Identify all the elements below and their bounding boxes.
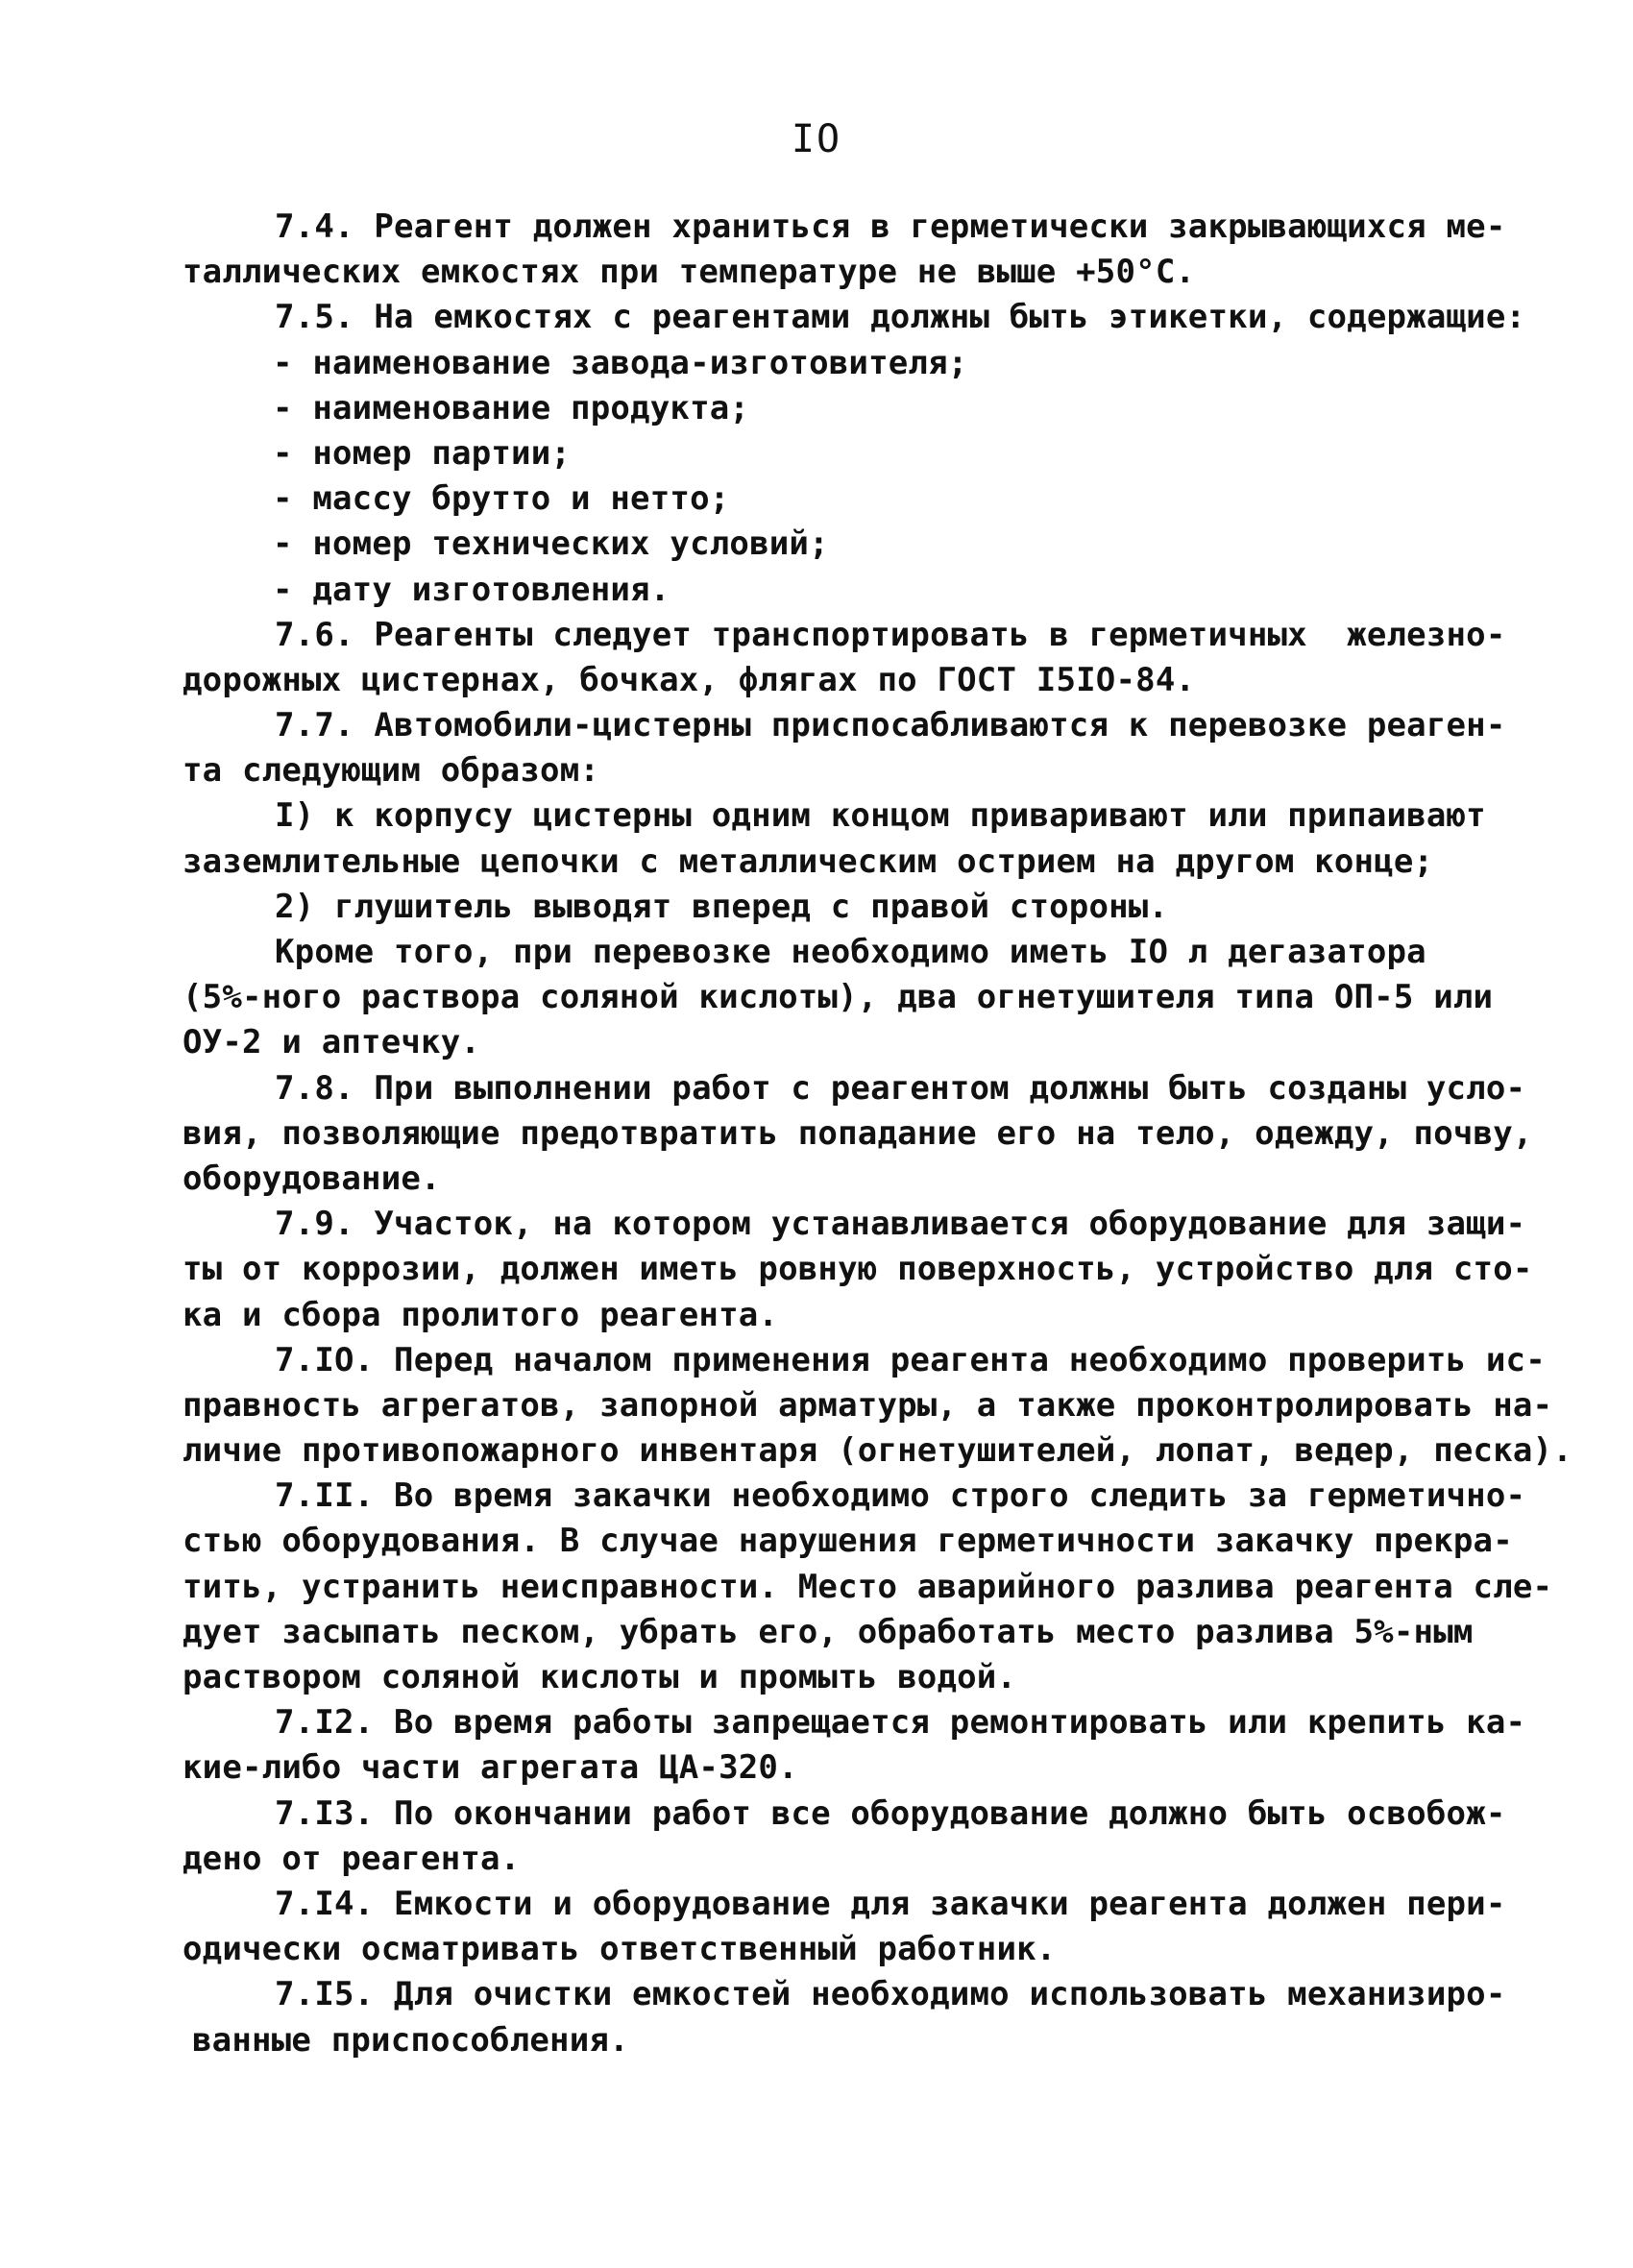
text-line: дено от реагента. bbox=[183, 1839, 521, 1878]
text-line: I) к корпусу цистерны одним концом приваривают или припаивают bbox=[275, 796, 1486, 836]
text-line: дует засыпать песком, убрать его, обработать место разлива 5%-ным bbox=[183, 1612, 1474, 1651]
text-line: 7.4. Реагент должен храниться в герметически закрывающихся ме- bbox=[275, 207, 1506, 246]
text-line: та следующим образом: bbox=[183, 751, 600, 791]
text-line: одически осматривать ответственный работник. bbox=[183, 1930, 1057, 1969]
text-line: ОУ-2 и аптечку. bbox=[183, 1023, 481, 1062]
text-line: ка и сбора пролитого реагента. bbox=[183, 1295, 779, 1334]
text-line: 7.I5. Для очистки емкостей необходимо использовать механизиро- bbox=[275, 1975, 1506, 2014]
text-line: 7.I3. По окончании работ все оборудование должно быть освобож- bbox=[275, 1793, 1506, 1833]
text-line: 7.6. Реагенты следует транспортировать в герметичных железно- bbox=[275, 615, 1506, 654]
text-line: ванные приспособления. bbox=[192, 2020, 629, 2060]
list-item: - наименование продукта; bbox=[273, 388, 750, 427]
text-line: стью оборудования. В случае нарушения герметичности закачку прекра- bbox=[183, 1522, 1513, 1561]
text-line bbox=[183, 250, 1508, 295]
text-line: дорожных цистернах, бочках, флягах по ГОСТ I5IO-84. bbox=[183, 660, 1196, 699]
text-line: 7.II. Во время закачки необходимо строго следить за герметично- bbox=[275, 1476, 1526, 1516]
list-item: - массу брутто и нетто; bbox=[273, 479, 730, 519]
list-item: - номер технических условий; bbox=[273, 524, 829, 564]
text-line: ты от коррозии, должен иметь ровную поверхность, устройство для сто- bbox=[183, 1250, 1533, 1289]
text-line: 7.IO. Перед началом применения реагента необходимо проверить ис- bbox=[275, 1340, 1546, 1379]
text-line: 2) глушитель выводят вперед с правой стороны. bbox=[275, 887, 1169, 926]
text-line: 7.I4. Емкости и оборудование для закачки реагента должен пери- bbox=[275, 1884, 1506, 1923]
text-line: кие-либо части агрегата ЦА-320. bbox=[183, 1748, 798, 1788]
text-line: личие противопожарного инвентаря (огнетушителей, лопат, ведер, песка). bbox=[183, 1431, 1572, 1471]
text-line: 7.8. При выполнении работ с реагентом должны быть созданы усло- bbox=[275, 1068, 1526, 1108]
list-item: - номер партии; bbox=[273, 433, 572, 473]
page-number: IO bbox=[791, 117, 842, 161]
text-line-content: таллических емкостях при температуре не выше +50°С. bbox=[183, 253, 1196, 292]
text-line: вия, позволяющие предотвратить попадание его на тело, одежду, почву, bbox=[183, 1113, 1533, 1153]
text-line: заземлительные цепочки с металлическим острием на другом конце; bbox=[183, 841, 1434, 881]
text-line: тить, устранить неисправности. Место аварийного разлива реагента сле- bbox=[183, 1567, 1553, 1606]
body-text bbox=[183, 205, 1572, 2063]
text-line: 7.7. Автомобили-цистерны приспосабливаются к перевозке реаген- bbox=[275, 706, 1506, 745]
text-line: Кроме того, при перевозке необходимо иметь IO л дегазатора bbox=[275, 933, 1426, 971]
text-line: правность агрегатов, запорной арматуры, а также проконтролировать на- bbox=[183, 1385, 1553, 1425]
text-line: 7.I2. Во время работы запрещается ремонтировать или крепить ка- bbox=[275, 1703, 1526, 1743]
list-item: - наименование завода-изготовителя; bbox=[273, 343, 968, 382]
text-line: 7.9. Участок, на котором устанавливается оборудование для защи- bbox=[275, 1205, 1526, 1244]
text-line: оборудование. bbox=[183, 1158, 441, 1198]
text-line: (5%-ного раствора соляной кислоты), два огнетушителя типа ОП-5 или bbox=[183, 978, 1494, 1017]
list-item: - дату изготовления. bbox=[273, 570, 670, 609]
text-line: раствором соляной кислоты и промыть водой. bbox=[183, 1658, 1017, 1696]
text-line: 7.5. На емкостях с реагентами должны быть этикетки, содержащие: bbox=[275, 298, 1526, 337]
